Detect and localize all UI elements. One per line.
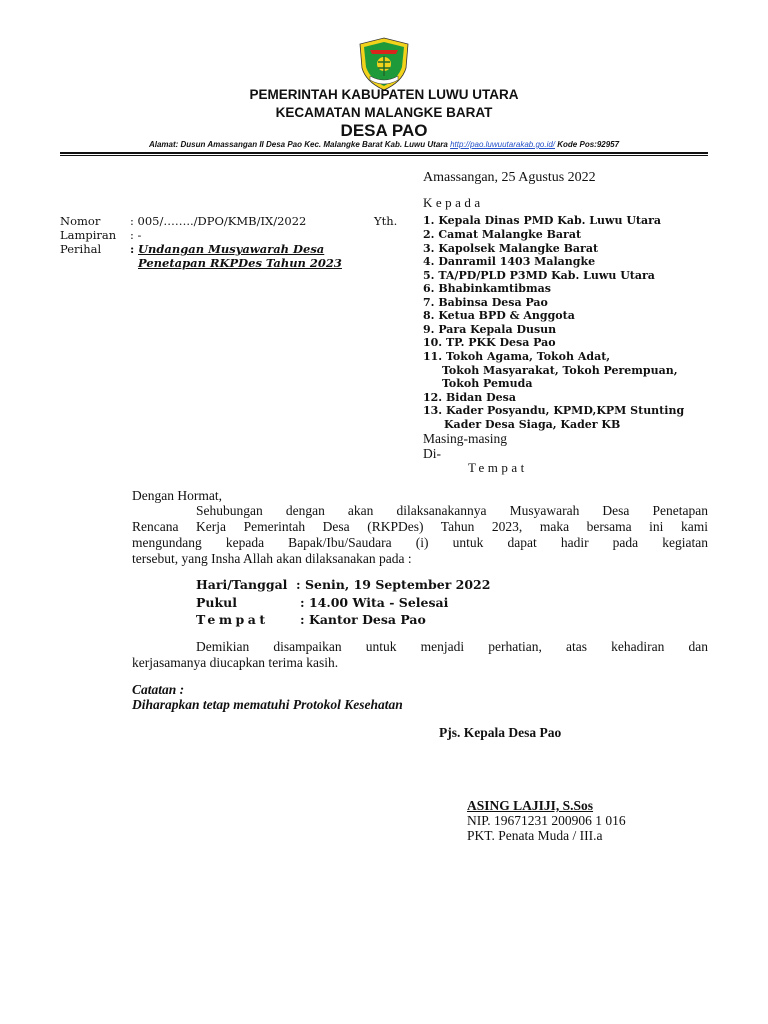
- header-divider-thin: [60, 155, 708, 156]
- recipient-item: 4. Danramil 1403 Malangke: [423, 255, 596, 268]
- perihal-line-1: Undangan Musyawarah Desa: [138, 242, 325, 256]
- kepada-label: Kepada: [423, 195, 484, 210]
- perihal-line-2: Penetapan RKPDes Tahun 2023: [138, 256, 342, 270]
- letterhead-village: DESA PAO: [340, 121, 428, 140]
- schedule-time-value: : 14.00 Wita - Selesai: [300, 595, 449, 610]
- address-text: Alamat: Dusun Amassangan II Desa Pao Kec. Malangke Barat Kab. Luwu Utara: [148, 140, 451, 149]
- perihal-colon: :: [130, 242, 135, 256]
- paragraph-line: Rencana Kerja Pemerintah Desa (RKPDes) Tahun 2023, maka bersama ini kami: [132, 519, 708, 534]
- recipient-item: 8. Ketua BPD & Anggota: [423, 309, 575, 322]
- letterhead-district: KECAMATAN MALANGKE BARAT: [275, 105, 493, 120]
- schedule-time-label: Pukul: [196, 595, 237, 610]
- recipient-item-continued: Tokoh Masyarakat, Tokoh Perempuan,: [442, 364, 678, 377]
- letter-date: Amassangan, 25 Agustus 2022: [423, 170, 596, 185]
- letterhead-government: PEMERINTAH KABUPATEN LUWU UTARA: [249, 87, 519, 102]
- perihal-label: Perihal: [60, 242, 102, 256]
- header-divider-thick: [60, 152, 708, 154]
- recipient-item: 12. Bidan Desa: [423, 391, 516, 404]
- website-link[interactable]: http://pao.luwuutarakab.go.id/: [450, 140, 556, 149]
- recipient-item: 2. Camat Malangke Barat: [423, 228, 582, 241]
- schedule-place-value: : Kantor Desa Pao: [300, 612, 426, 627]
- tempat-label: Tempat: [468, 460, 528, 475]
- masing-masing-label: Masing-masing: [423, 431, 507, 446]
- recipient-item: 7. Babinsa Desa Pao: [423, 296, 548, 309]
- closing-line: kerjasamanya diucapkan terima kasih.: [132, 655, 339, 670]
- salutation: Dengan Hormat,: [132, 488, 222, 503]
- recipient-item-continued: Tokoh Pemuda: [442, 377, 533, 390]
- lampiran-label: Lampiran: [60, 228, 117, 242]
- recipient-item: 9. Para Kepala Dusun: [423, 323, 557, 336]
- paragraph-line: Sehubungan dengan akan dilaksanakannya Musyawarah Desa Penetapan: [196, 503, 708, 518]
- signatory-position: Pjs. Kepala Desa Pao: [439, 725, 562, 740]
- recipient-item: 13. Kader Posyandu, KPMD,KPM Stunting: [423, 404, 685, 417]
- nomor-label: Nomor: [60, 214, 101, 228]
- nomor-value: : 005/……../DPO/KMB/IX/2022: [130, 214, 307, 228]
- schedule-day-value: : Senin, 19 September 2022: [296, 577, 491, 592]
- di-label: Di-: [423, 446, 441, 461]
- schedule-day-label: Hari/Tanggal: [196, 577, 288, 592]
- recipient-item: 3. Kapolsek Malangke Barat: [423, 242, 599, 255]
- schedule-place-label: Tempat: [196, 612, 269, 627]
- postal-code: Kode Pos:92957: [555, 140, 620, 149]
- closing-line: Demikian disampaikan untuk menjadi perhatian, atas kehadiran dan: [196, 639, 708, 654]
- letterhead-address: [0, 140, 768, 149]
- note-title: Catatan :: [132, 682, 185, 697]
- recipient-item: 1. Kepala Dinas PMD Kab. Luwu Utara: [423, 214, 662, 227]
- recipient-item-continued: Kader Desa Siaga, Kader KB: [444, 418, 621, 431]
- lampiran-value: : -: [130, 228, 142, 242]
- paragraph-line: tersebut, yang Insha Allah akan dilaksanakan pada :: [132, 551, 412, 566]
- recipient-item: 11. Tokoh Agama, Tokoh Adat,: [423, 350, 611, 363]
- signatory-rank: PKT. Penata Muda / III.a: [467, 828, 603, 843]
- signatory-nip: NIP. 19671231 200906 1 016: [467, 813, 626, 828]
- paragraph-line: mengundang kepada Bapak/Ibu/Saudara (i) untuk dapat hadir pada kegiatan: [132, 535, 708, 550]
- recipient-item: 6. Bhabinkamtibmas: [423, 282, 551, 295]
- recipient-item: 5. TA/PD/PLD P3MD Kab. Luwu Utara: [423, 269, 655, 282]
- recipient-item: 10. TP. PKK Desa Pao: [423, 336, 556, 349]
- yth-label: Yth.: [374, 214, 398, 228]
- luwu-utara-emblem-icon: [356, 36, 412, 92]
- signatory-name: ASING LAJIJI, S.Sos: [467, 798, 594, 813]
- note-text: Diharapkan tetap mematuhi Protokol Kesehatan: [132, 697, 403, 712]
